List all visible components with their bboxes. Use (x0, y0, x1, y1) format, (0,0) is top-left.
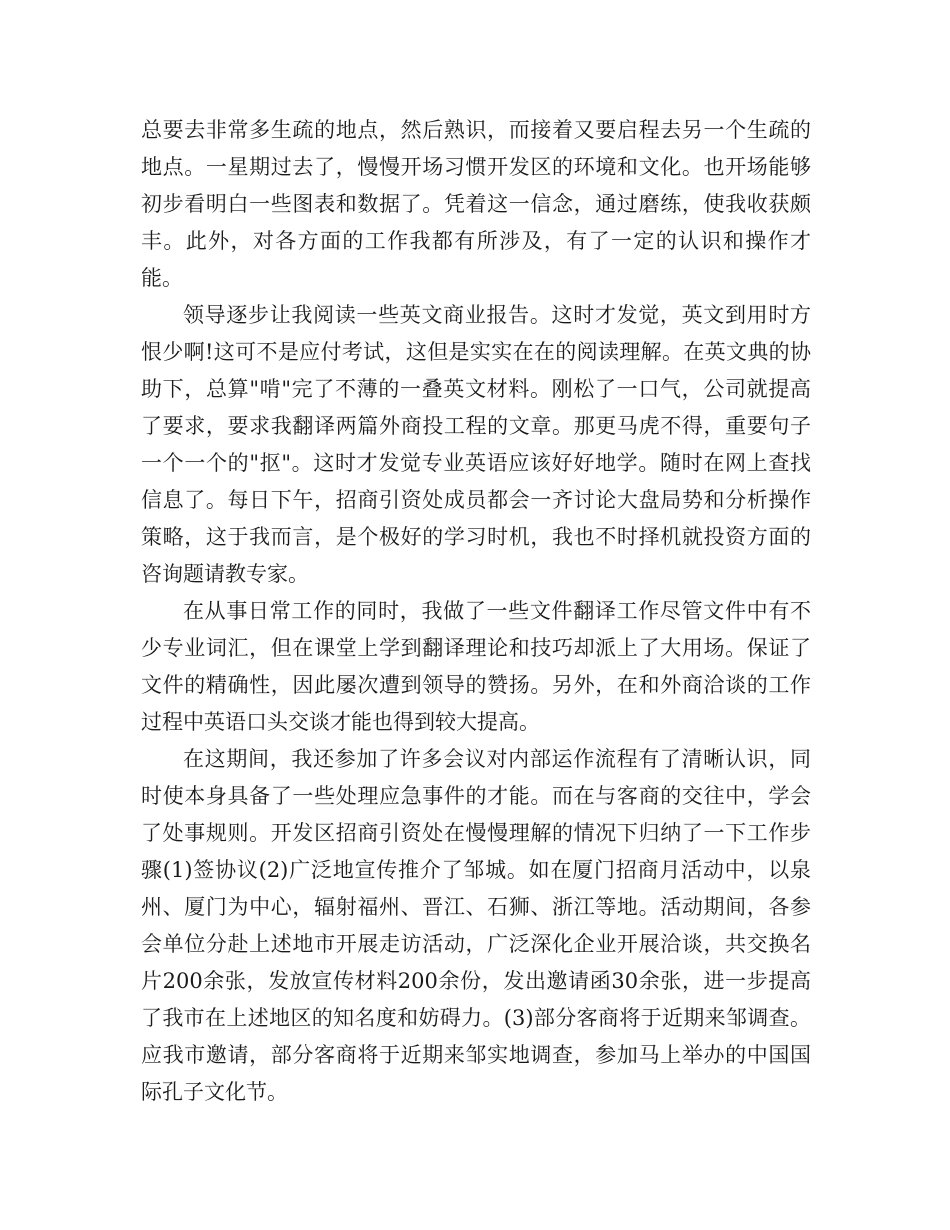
paragraph-3: 在从事日常工作的同时，我做了一些文件翻译工作尽管文件中有不少专业词汇，但在课堂上学到翻译理论和技巧却派上了大用场。保证了文件的精确性，因此屡次遭到领导的赞扬。另外，在和外商洽谈的工作过程中英语口头交谈才能也得到较大提高。 (141, 599, 811, 734)
paragraph-4: 在这期间，我还参加了许多会议对内部运作流程有了清晰认识，同时使本身具备了一些处理应急事件的才能。而在与客商的交往中，学会了处事规则。开发区招商引资处在慢慢理解的情况下归纳了一下工作步骤(1)签协议(2)广泛地宣传推介了邹城。如在厦门招商月活动中，以泉州、厦门为中心，辐射福州、晋江、石狮、浙江等地。活动期间，各参会单位分赴上述地市开展走访活动，广泛深化企业开展洽谈，共交换名片200余张，发放宣传材料200余份，发出邀请函30余张，进一步提高了我市在上述地区的知名度和妨碍力。(3)部分客商将于近期来邹调查。应我市邀请，部分客商将于近期来邹实地调查，参加马上举办的中国国际孔子文化节。 (141, 747, 811, 1104)
document-body (141, 112, 811, 1111)
paragraph-2: 领导逐步让我阅读一些英文商业报告。这时才发觉，英文到用时方恨少啊!这可不是应付考试，这但是实实在在的阅读理解。在英文典的协助下，总算"啃"完了不薄的一叠英文材料。刚松了一口气，公司就提高了要求，要求我翻译两篇外商投工程的文章。那更马虎不得，重要句子一个一个的"抠"。这时才发觉专业英语应该好好地学。随时在网上查找信息了。每日下午，招商引资处成员都会一齐讨论大盘局势和分析操作策略，这于我而言，是个极好的学习时机，我也不时择机就投资方面的咨询题请教专家。 (141, 303, 811, 586)
paragraph-1: 总要去非常多生疏的地点，然后熟识，而接着又要启程去另一个生疏的地点。一星期过去了，慢慢开场习惯开发区的环境和文化。也开场能够初步看明白一些图表和数据了。凭着这一信念，通过磨练，使我收获颇丰。此外，对各方面的工作我都有所涉及，有了一定的认识和操作才能。 (141, 118, 811, 290)
